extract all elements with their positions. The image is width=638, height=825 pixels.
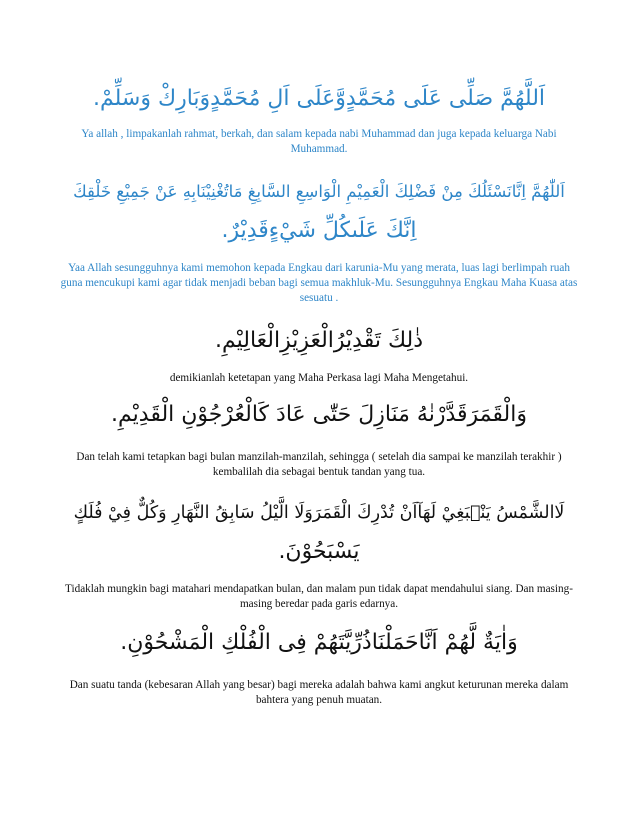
translation-verse-fulk: Dan suatu tanda (kebesaran Allah yang besar) bagi mereka adalah bahwa kami angkut keturunan mereka dalam bahtera yang penuh muatan. bbox=[69, 679, 569, 706]
translation-verse-qamar: Dan telah kami tetapkan bagi bulan manzilah-manzilah, sehingga ( setelah dia sampai ke manzilah terakhir ) kembalilah dia sebagai bentuk tandan yang tua. bbox=[76, 451, 562, 478]
arabic-verse-fulk: وَاٰيَةٌ لَّهُمْ اَنَّاحَمَلْنَاذُرِّيَّتَهُمْ فِى الْفُلْكِ الْمَشْحُوْنِ. bbox=[120, 630, 518, 655]
arabic-shalawat: اَللَّهُمَّ صَلِّى عَلَى مُحَمَّدٍوَّعَلَى اَلِ مُحَمَّدٍوَبَارِكْ وَسَلِّمْ. bbox=[92, 86, 546, 111]
translation-shalawat: Ya allah , limpakanlah rahmat, berkah, dan salam kepada nabi Muhammad dan juga kepada keluarga Nabi Muhammad. bbox=[81, 128, 557, 155]
translation-verse-syams: Tidaklah mungkin bagi matahari mendapatkan bulan, dan malam pun tidak dapat mendahului siang. Dan masing-masing beredar pada garis edarnya. bbox=[65, 583, 573, 610]
arabic-verse-dzalika: ذٰلِكَ تَقْدِيْرُالْعَزِيْزِالْعَالِيْمِ. bbox=[214, 328, 424, 353]
translation-doa: Yaa Allah sesungguhnya kami memohon kepada Engkau dari karunia-Mu yang merata, luas lagi berlimpah ruah guna mencukupi kami agar tidak menjadi beban bagi semua makhluk-Mu. Sesungguhnya Engkau Maha Kuasa atas sesuatu . bbox=[60, 262, 578, 304]
translation-verse-dzalika: demikianlah ketetapan yang Maha Perkasa lagi Maha Mengetahui. bbox=[169, 372, 469, 384]
arabic-verse-syams-line-1: لَاالشَّمْسُ يَنْۢبَغِيْ لَهَآاَنْ تُدْرِكَ الْقَمَرَوَلَا الَّيْلُ سَابِقُ النَّهَارِ وَكُلٌّ فِيْ فُلَكٍ bbox=[73, 503, 565, 523]
arabic-verse-qamar: وَالْقَمَرَقَدَّرْنٰهُ مَنَازِلَ حَتّٰى عَادَ كَالْعُرْجُوْنِ الْقَدِيْمِ. bbox=[111, 402, 527, 427]
arabic-doa-line-2: اِنَّكَ عَلَىكُلِّ شَيْءٍقَدِيْرٌ. bbox=[221, 218, 417, 243]
arabic-verse-syams-line-2: يَسْبَحُوْنَ. bbox=[278, 539, 360, 564]
arabic-doa-line-1: اَللّٰهُمَّ اِنَّانَسْئَلُكَ مِنْ فَضْلِكَ الْعَمِيْمِ الْوَاسِعِ السَّابِغِ مَاتُغْنِيْنَابِهِ عَنْ جَمِيْعِ خَلْقِكَ bbox=[73, 182, 565, 201]
